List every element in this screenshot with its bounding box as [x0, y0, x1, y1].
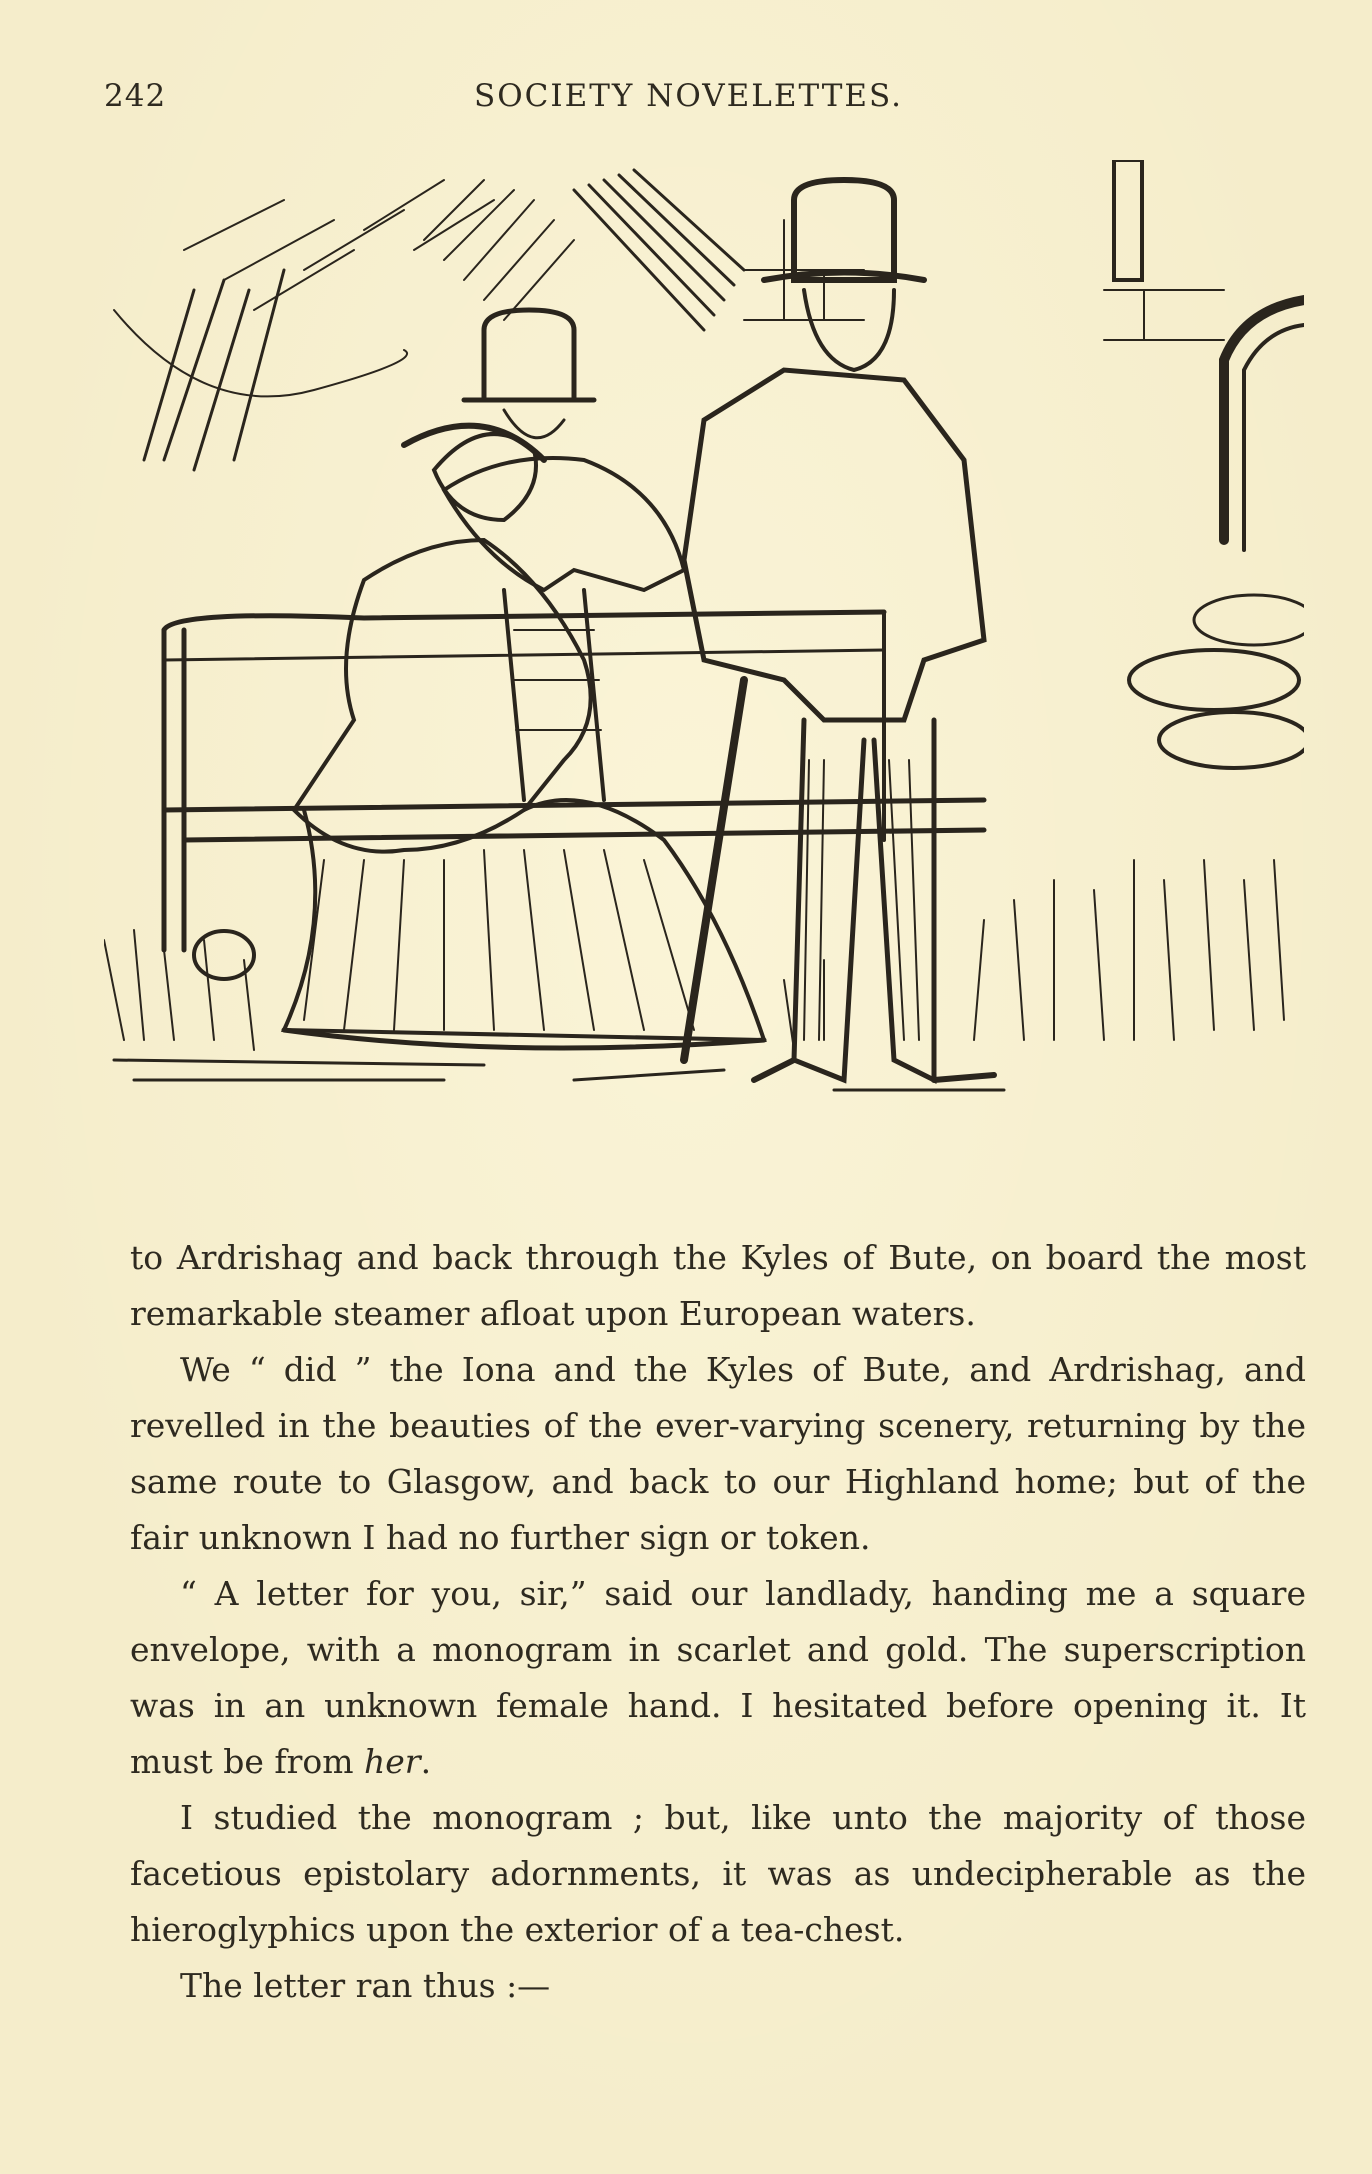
paragraph-3-italic: her [364, 1742, 421, 1781]
paragraph-3-text: “ A letter for you, sir,” said our landlady, handing me a square envelope, with a monogram in scarlet and gold. The superscription was in an unknown female hand. I hesitated before opening it. It must be from [130, 1574, 1306, 1781]
body-text [130, 1230, 1306, 2014]
page-number: 242 [104, 78, 167, 114]
running-head [104, 78, 1294, 118]
paragraph-3 [130, 1566, 1306, 1790]
paragraph-1: to Ardrishag and back through the Kyles of Bute, on board the most remarkable steamer afloat upon European waters. [130, 1238, 1306, 1333]
illustration-svg [104, 160, 1304, 1170]
paragraph-3-end: . [420, 1742, 432, 1781]
paragraph-4: I studied the monogram ; but, like unto the majority of those facetious epistolary adornments, it was as undecipherable as the hieroglyphics upon the exterior of a tea-chest. [130, 1798, 1306, 1949]
running-title: SOCIETY NOVELETTES. [474, 78, 904, 114]
paragraph-5: The letter ran thus :— [180, 1966, 551, 2005]
engraving-illustration [104, 160, 1304, 1170]
paragraph-2: We “ did ” the Iona and the Kyles of Bute, and Ardrishag, and revelled in the beauties of the ever-varying scenery, returning by the same route to Glasgow, and back to our Highland home; but of the fair unknown I had no further sign or token. [130, 1350, 1306, 1557]
